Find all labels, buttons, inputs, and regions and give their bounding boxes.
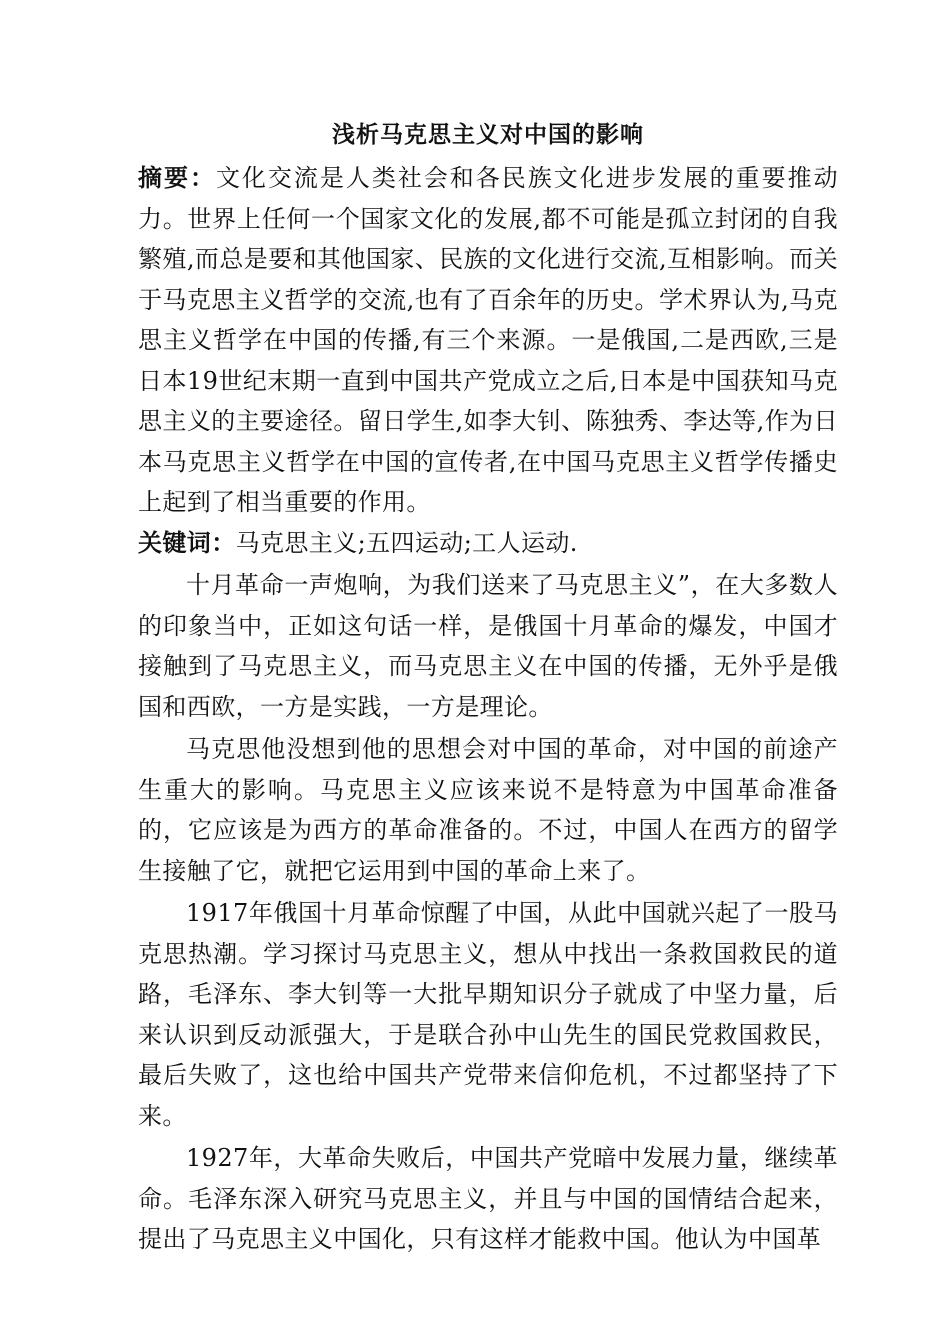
body-paragraph-2: 马克思他没想到他的思想会对中国的革命，对中国的前途产生重大的影响。马克思主义应该来说不是特意为中国革命准备的，它应该是为西方的革命准备的。不过，中国人在西方的留学生接触了它，就把它运用到中国的革命上来了。 — [138, 735, 838, 885]
abstract-paragraph — [138, 158, 838, 523]
document-page — [138, 112, 838, 1260]
body-paragraph-3: 1917年俄国十月革命惊醒了中国，从此中国就兴起了一股马克思热潮。学习探讨马克思主义，想从中找出一条救国救民的道路，毛泽东、李大钊等一大批早期知识分子就成了中坚力量，后来认识到反动派强大，于是联合孙中山先生的国民党救国救民，最后失败了，这也给中国共产党带来信仰危机，不过都坚持了下来。 — [138, 899, 838, 1130]
keywords-text: 马克思主义;五四运动;工人运动. — [235, 528, 578, 557]
body-paragraph-4: 1927年，大革命失败后，中国共产党暗中发展力量，继续革命。毛泽东深入研究马克思主义，并且与中国的国情结合起来，提出了马克思主义中国化，只有这样才能救中国。他认为中国革 — [138, 1144, 838, 1253]
keywords-paragraph — [138, 523, 838, 564]
body-paragraph-1: 十月革命一声炮响，为我们送来了马克思主义”，在大多数人的印象当中，正如这句话一样，是俄国十月革命的爆发，中国才接触到了马克思主义，而马克思主义在中国的传播，无外乎是俄国和西欧，一方是实践，一方是理论。 — [138, 571, 838, 721]
keywords-label: 关键词： — [138, 528, 236, 557]
abstract-text: 文化交流是人类社会和各民族文化进步发展的重要推动力。世界上任何一个国家文化的发展,都不可能是孤立封闭的自我繁殖,而总是要和其他国家、民族的文化进行交流,互相影响。而关于马克思主义哲学的交流,也有了百余年的历史。学术界认为,马克思主义哲学在中国的传播,有三个来源。一是俄国,二是西欧,三是日本19世纪末期一直到中国共产党成立之后,日本是中国获知马克思主义的主要途径。留日学生,如李大钊、陈独秀、李达等,作为日本马克思主义哲学在中国的宣传者,在中国马克思主义哲学传播史上起到了相当重要的作用。 — [138, 164, 838, 516]
abstract-label: 摘要： — [138, 164, 216, 192]
document-title: 浅析马克思主义对中国的影响 — [332, 122, 644, 148]
